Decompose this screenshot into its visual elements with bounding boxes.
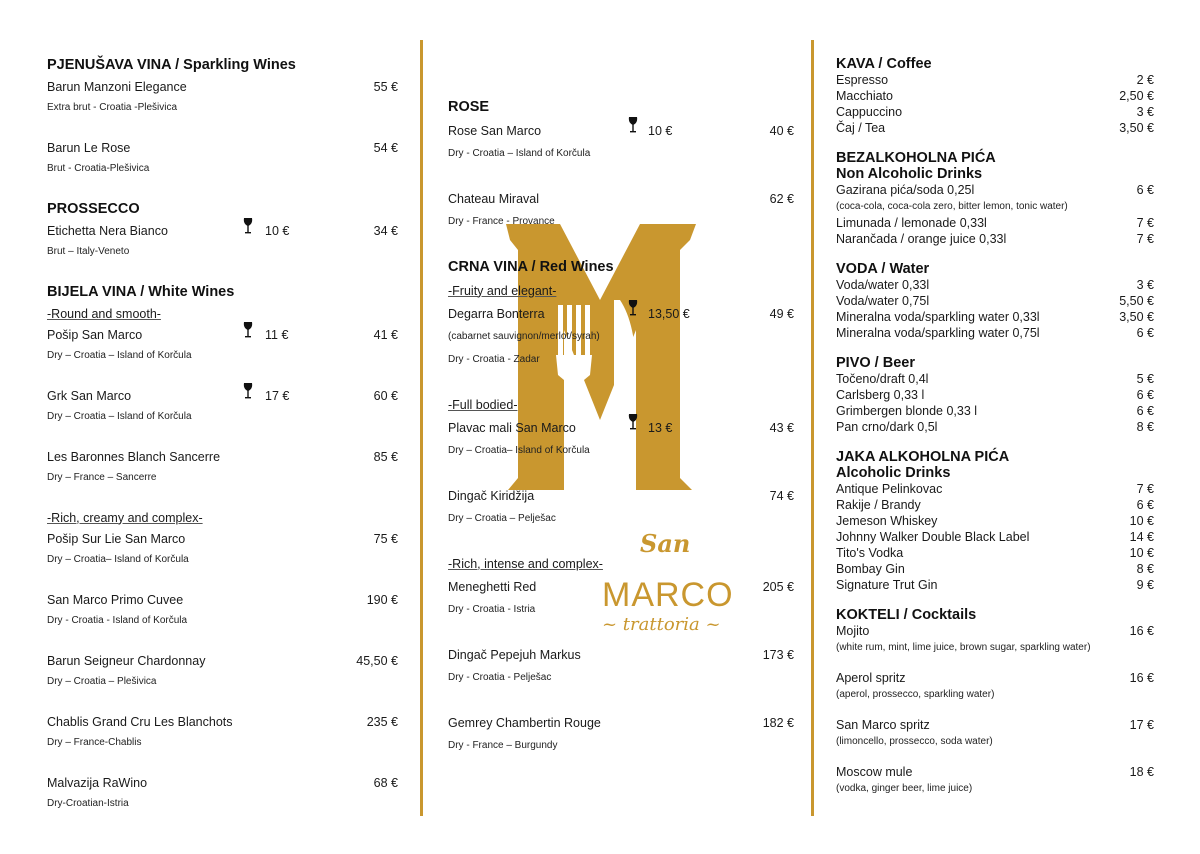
- bottle-price: 18 €: [1129, 765, 1154, 779]
- item-name: Pošip Sur Lie San Marco: [47, 531, 186, 546]
- heading-text: JAKA ALKOHOLNA PIĆA: [836, 449, 1010, 465]
- style-note: [448, 393, 794, 416]
- bottle-price: 55 €: [373, 79, 398, 94]
- menu-item: [448, 484, 794, 507]
- brand-marco: MARCO: [602, 576, 734, 614]
- item-name: Barun Seigneur Chardonnay: [47, 653, 206, 668]
- bottle-price: 60 €: [373, 388, 398, 403]
- menu-item: [47, 76, 398, 97]
- item-name: Macchiato: [836, 89, 893, 103]
- heading-text: VODA / Water: [836, 261, 930, 277]
- item-name: Signature Trut Gin: [836, 578, 938, 592]
- item-name: Moscow mule: [836, 765, 913, 779]
- item-description: [836, 639, 1154, 656]
- menu-item: [836, 670, 1154, 686]
- note-text: -Round and smooth-: [47, 306, 161, 321]
- menu-item: [836, 403, 1154, 419]
- bottle-price: 190 €: [366, 592, 398, 607]
- heading-text: PIVO / Beer: [836, 355, 915, 371]
- item-name: Voda/water 0,75l: [836, 294, 930, 308]
- bottle-price: 75 €: [373, 531, 398, 546]
- item-name: Gemrey Chambertin Rouge: [448, 715, 601, 730]
- wine-glass-icon: [243, 218, 253, 237]
- bottle-price: 9 €: [1136, 578, 1154, 592]
- menu-item: [47, 220, 398, 241]
- sub-text: Dry – Croatia – Plešivica: [47, 676, 157, 687]
- sub-text: (vodka, ginger beer, lime juice): [836, 783, 973, 794]
- bottle-price: 74 €: [769, 488, 794, 503]
- item-description: [448, 666, 794, 689]
- bottle-price: 2,50 €: [1119, 89, 1154, 103]
- menu-item: [836, 325, 1154, 341]
- item-name: Espresso: [836, 73, 889, 87]
- menu-item: [448, 187, 794, 210]
- menu-item: [836, 72, 1154, 88]
- bottle-price: 7 €: [1136, 232, 1154, 246]
- menu-item: [47, 137, 398, 158]
- item-description: [448, 598, 794, 621]
- brand-trattoria: ~ trattoria ~: [602, 614, 721, 635]
- glass-price: 10 €: [265, 223, 290, 238]
- sub-text: Dry – France – Sancerre: [47, 472, 157, 483]
- heading-text: ROSE: [448, 99, 490, 115]
- bottle-price: 16 €: [1129, 624, 1154, 638]
- section-heading: [836, 166, 1154, 182]
- section-heading: [836, 261, 1154, 277]
- note-text: -Full bodied-: [448, 397, 518, 412]
- menu-item: [448, 575, 794, 598]
- bottle-price: 182 €: [762, 715, 794, 730]
- sub-text: (aperol, prossecco, sparkling water): [836, 689, 995, 700]
- glass-price: 17 €: [265, 388, 290, 403]
- sub-text: (limoncello, prossecco, soda water): [836, 736, 993, 747]
- brand-san: San: [640, 529, 691, 558]
- section-heading: [836, 56, 1154, 72]
- wine-glass-icon: [628, 300, 638, 319]
- item-description: [47, 97, 398, 118]
- item-name: Malvazija RaWino: [47, 775, 148, 790]
- section-heading: [47, 54, 398, 76]
- item-name: Gazirana pića/soda 0,25l: [836, 183, 975, 197]
- menu-item: [47, 446, 398, 467]
- menu-item: [836, 545, 1154, 561]
- item-description: [448, 142, 794, 165]
- item-name: Antique Pelinkovac: [836, 482, 943, 496]
- sub-text: Dry – France-Chablis: [47, 737, 142, 748]
- item-name: Dingač Pepejuh Markus: [448, 647, 581, 662]
- column-wines-sparkling-white: [47, 54, 398, 833]
- heading-text: Non Alcoholic Drinks: [836, 166, 983, 182]
- item-description: [448, 210, 794, 233]
- bottle-price: 54 €: [373, 140, 398, 155]
- item-description: [448, 507, 794, 530]
- wine-glass-icon: [243, 383, 253, 402]
- menu-item: [836, 387, 1154, 403]
- item-name: Barun Le Rose: [47, 140, 131, 155]
- sub-text: Dry - Croatia - Zadar: [448, 354, 540, 365]
- item-name: Limunada / lemonade 0,33l: [836, 216, 987, 230]
- section-heading: [836, 150, 1154, 166]
- menu-item: [47, 589, 398, 610]
- item-name: Johnny Walker Double Black Label: [836, 530, 1030, 544]
- wine-glass-icon: [628, 414, 638, 433]
- note-text: -Fruity and elegant-: [448, 283, 557, 298]
- item-name: Etichetta Nera Bianco: [47, 223, 168, 238]
- bottle-price: 5 €: [1136, 372, 1154, 386]
- sub-text: (coca-cola, coca-cola zero, bitter lemon, tonic water): [836, 201, 1068, 212]
- bottle-price: 10 €: [1129, 514, 1154, 528]
- menu-item: [836, 497, 1154, 513]
- menu-item: [836, 182, 1154, 198]
- item-name: Barun Manzoni Elegance: [47, 79, 187, 94]
- item-description: [47, 345, 398, 366]
- item-name: Čaj / Tea: [836, 121, 886, 135]
- item-name: Rakije / Brandy: [836, 498, 921, 512]
- section-heading: [448, 255, 794, 279]
- item-name: Degarra Bonterra: [448, 306, 545, 321]
- menu-item: [836, 104, 1154, 120]
- item-description: [47, 610, 398, 631]
- item-name: Voda/water 0,33l: [836, 278, 930, 292]
- menu-item: [836, 481, 1154, 497]
- menu-item: [448, 302, 794, 325]
- menu-item: [836, 293, 1154, 309]
- section-heading: [836, 465, 1154, 481]
- menu-item: [448, 643, 794, 666]
- style-note: [448, 279, 794, 302]
- wine-glass-icon: [628, 117, 638, 136]
- column-drinks: [836, 56, 1154, 811]
- bottle-price: 85 €: [373, 449, 398, 464]
- sub-text: Brut - Croatia-Plešivica: [47, 163, 150, 174]
- item-name: Narančada / orange juice 0,33l: [836, 232, 1007, 246]
- menu-item: [47, 711, 398, 732]
- menu-item: [47, 385, 398, 406]
- item-description: [836, 686, 1154, 703]
- item-description: [47, 549, 398, 570]
- sub-text: Dry – Croatia– Island of Korčula: [448, 445, 590, 456]
- menu-item: [47, 528, 398, 549]
- menu-item: [836, 309, 1154, 325]
- menu-item: [836, 513, 1154, 529]
- bottle-price: 6 €: [1136, 183, 1154, 197]
- bottle-price: 205 €: [762, 579, 794, 594]
- item-description: [448, 325, 794, 348]
- item-description: [47, 158, 398, 179]
- item-description: [448, 734, 794, 757]
- section-heading: [836, 355, 1154, 371]
- heading-text: KOKTELI / Cocktails: [836, 607, 977, 623]
- section-heading: [47, 281, 398, 303]
- bottle-price: 10 €: [1129, 546, 1154, 560]
- bottle-price: 3 €: [1136, 105, 1154, 119]
- menu-item: [836, 561, 1154, 577]
- sub-text: Dry - Croatia – Island of Korčula: [448, 148, 591, 159]
- item-name: Točeno/draft 0,4l: [836, 372, 929, 386]
- item-description: [47, 732, 398, 753]
- sub-text: Dry-Croatian-Istria: [47, 798, 129, 809]
- item-name: San Marco Primo Cuvee: [47, 592, 184, 607]
- column-rose-red-wines: [448, 95, 794, 779]
- item-name: Bombay Gin: [836, 562, 905, 576]
- menu-item: [836, 371, 1154, 387]
- item-name: Plavac mali San Marco: [448, 420, 576, 435]
- item-name: Meneghetti Red: [448, 579, 537, 594]
- sub-text: Extra brut - Croatia -Plešivica: [47, 102, 178, 113]
- menu-item: [448, 711, 794, 734]
- sub-text: Dry – Croatia – Island of Korčula: [47, 411, 192, 422]
- heading-text: PROSSECCO: [47, 201, 140, 217]
- bottle-price: 3 €: [1136, 278, 1154, 292]
- bottle-price: 16 €: [1129, 671, 1154, 685]
- item-name: Carlsberg 0,33 l: [836, 388, 925, 402]
- bottle-price: 68 €: [373, 775, 398, 790]
- style-note: [448, 552, 794, 575]
- item-name: Pošip San Marco: [47, 327, 143, 342]
- heading-text: Alcoholic Drinks: [836, 465, 951, 481]
- glass-price: 13,50 €: [648, 306, 690, 321]
- bottle-price: 2 €: [1136, 73, 1154, 87]
- heading-text: BEZALKOHOLNA PIĆA: [836, 150, 996, 166]
- style-note: [47, 303, 398, 324]
- bottle-price: 34 €: [373, 223, 398, 238]
- item-description: [448, 348, 794, 371]
- section-heading: [448, 95, 794, 119]
- sub-text: Dry - Croatia - Island of Korčula: [47, 615, 188, 626]
- bottle-price: 235 €: [366, 714, 398, 729]
- sub-text: Dry - Croatia - Istria: [448, 604, 536, 615]
- item-name: Mojito: [836, 624, 870, 638]
- menu-item: [836, 623, 1154, 639]
- menu-item: [47, 324, 398, 345]
- menu-item: [836, 231, 1154, 247]
- style-note: [47, 507, 398, 528]
- item-name: Les Baronnes Blanch Sancerre: [47, 449, 221, 464]
- heading-text: PJENUŠAVA VINA / Sparkling Wines: [47, 57, 296, 73]
- item-name: Tito's Vodka: [836, 546, 904, 560]
- item-name: Chateau Miraval: [448, 191, 540, 206]
- glass-price: 10 €: [648, 123, 673, 138]
- bottle-price: 14 €: [1129, 530, 1154, 544]
- sub-text: (cabarnet sauvignon/merlot/syrah): [448, 331, 600, 342]
- bottle-price: 43 €: [769, 420, 794, 435]
- sub-text: Dry – Croatia– Island of Korčula: [47, 554, 189, 565]
- item-description: [836, 198, 1154, 215]
- item-name: Cappuccino: [836, 105, 903, 119]
- menu-item: [836, 120, 1154, 136]
- section-heading: [836, 449, 1154, 465]
- item-name: Grimbergen blonde 0,33 l: [836, 404, 978, 418]
- item-name: Rose San Marco: [448, 123, 542, 138]
- item-name: Dingač Kiridžija: [448, 488, 535, 503]
- note-text: -Rich, intense and complex-: [448, 556, 603, 571]
- bottle-price: 49 €: [769, 306, 794, 321]
- item-name: Aperol spritz: [836, 671, 906, 685]
- menu-item: [836, 419, 1154, 435]
- glass-price: 11 €: [265, 327, 289, 342]
- bottle-price: 41 €: [373, 327, 398, 342]
- bottle-price: 173 €: [762, 647, 794, 662]
- item-description: [836, 733, 1154, 750]
- bottle-price: 45,50 €: [356, 653, 398, 668]
- bottle-price: 40 €: [769, 123, 794, 138]
- item-name: San Marco spritz: [836, 718, 930, 732]
- menu-item: [47, 772, 398, 793]
- bottle-price: 6 €: [1136, 388, 1154, 402]
- item-description: [836, 780, 1154, 797]
- menu-item: [836, 215, 1154, 231]
- bottle-price: 6 €: [1136, 498, 1154, 512]
- bottle-price: 7 €: [1136, 482, 1154, 496]
- heading-text: BIJELA VINA / White Wines: [47, 284, 235, 300]
- heading-text: CRNA VINA / Red Wines: [448, 259, 614, 275]
- item-description: [47, 793, 398, 814]
- menu-item: [836, 88, 1154, 104]
- section-heading: [836, 607, 1154, 623]
- menu-item: [448, 119, 794, 142]
- menu-item: [448, 416, 794, 439]
- menu-item: [836, 277, 1154, 293]
- item-description: [47, 671, 398, 692]
- bottle-price: 5,50 €: [1119, 294, 1154, 308]
- item-name: Grk San Marco: [47, 388, 132, 403]
- bottle-price: 6 €: [1136, 404, 1154, 418]
- sub-text: Dry - France - Provance: [448, 216, 555, 227]
- bottle-price: 8 €: [1136, 420, 1154, 434]
- menu-item: [836, 577, 1154, 593]
- item-description: [448, 439, 794, 462]
- bottle-price: 6 €: [1136, 326, 1154, 340]
- note-text: -Rich, creamy and complex-: [47, 510, 203, 525]
- item-description: [47, 406, 398, 427]
- item-name: Pan crno/dark 0,5l: [836, 420, 938, 434]
- menu-item: [836, 529, 1154, 545]
- bottle-price: 62 €: [769, 191, 794, 206]
- menu-item: [47, 650, 398, 671]
- glass-price: 13 €: [648, 420, 673, 435]
- bottle-price: 8 €: [1136, 562, 1154, 576]
- wine-glass-icon: [243, 322, 253, 341]
- sub-text: Brut – Italy-Veneto: [47, 246, 130, 257]
- item-name: Chablis Grand Cru Les Blanchots: [47, 714, 233, 729]
- menu-item: [836, 764, 1154, 780]
- bottle-price: 3,50 €: [1119, 121, 1154, 135]
- item-name: Jemeson Whiskey: [836, 514, 938, 528]
- bottle-price: 17 €: [1129, 718, 1154, 732]
- sub-text: Dry - Croatia - Pelješac: [448, 672, 552, 683]
- sub-text: Dry – Croatia – Pelješac: [448, 513, 556, 524]
- bottle-price: 7 €: [1136, 216, 1154, 230]
- menu-item: [836, 717, 1154, 733]
- sub-text: (white rum, mint, lime juice, brown sugar, sparkling water): [836, 642, 1091, 653]
- item-name: Mineralna voda/sparkling water 0,33l: [836, 310, 1040, 324]
- heading-text: KAVA / Coffee: [836, 56, 932, 72]
- bottle-price: 3,50 €: [1119, 310, 1154, 324]
- sub-text: Dry - France – Burgundy: [448, 740, 558, 751]
- item-description: [47, 467, 398, 488]
- sub-text: Dry – Croatia – Island of Korčula: [47, 350, 192, 361]
- item-description: [47, 241, 398, 262]
- section-heading: [47, 198, 398, 220]
- item-name: Mineralna voda/sparkling water 0,75l: [836, 326, 1040, 340]
